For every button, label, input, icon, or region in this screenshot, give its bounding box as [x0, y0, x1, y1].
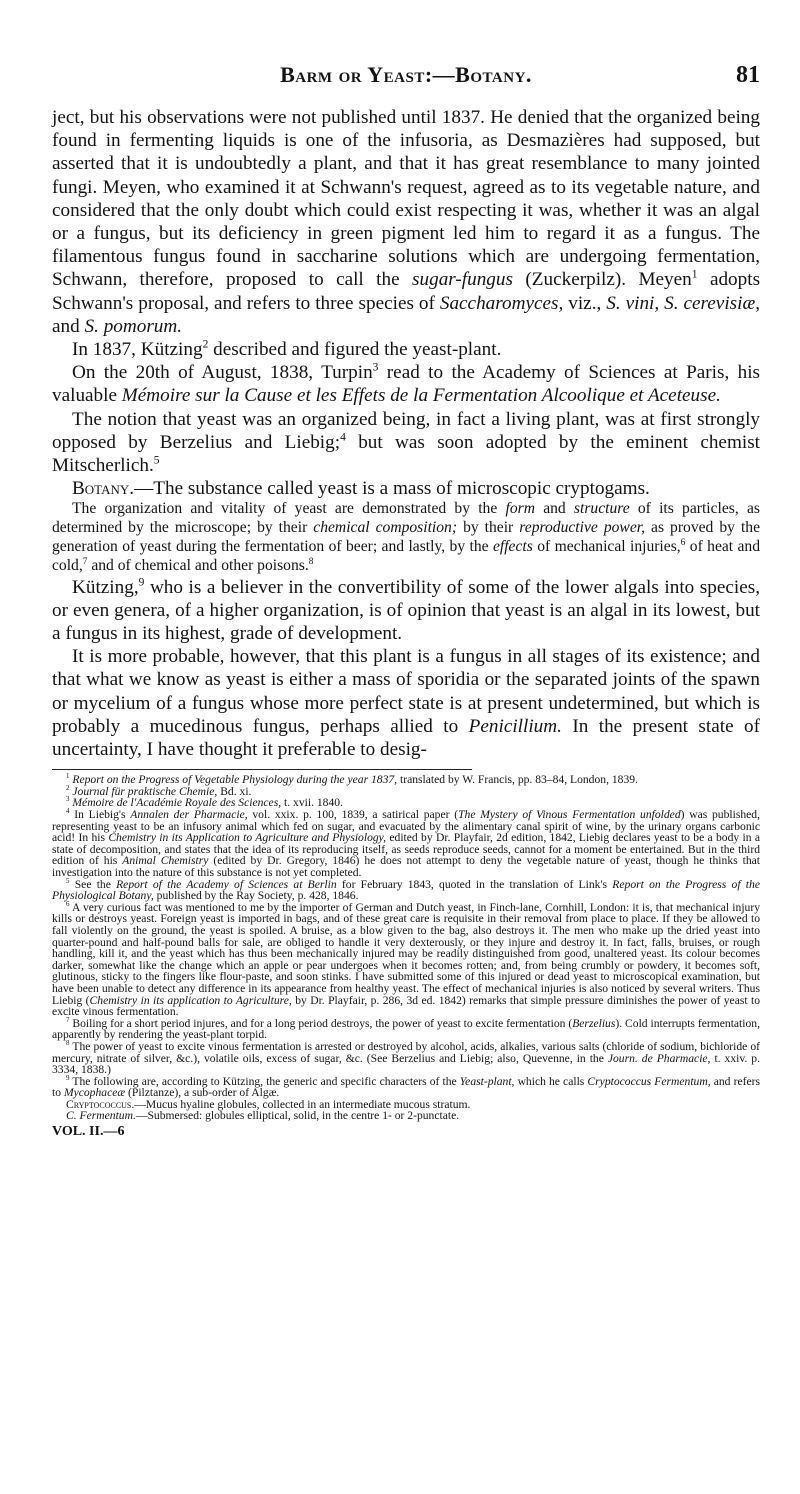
paragraph-kutzing-1837: In 1837, Kützing$^2$ described and figured the yeast-plant. [72, 338, 502, 361]
footnote-8: $^8$ The power of yeast to excite vinous fermentation is arrested or destroyed by alcohol, acids, alkalies, various salts (chloride of sodium, bichloride of mercury, nitrate of silver, &c.), volatile oils, excess of sugar, &c. (See Berzelius and Liebig; also, Quevenne, in the Journ. de Pharmacie, t. xxiv. p. 3334, 1838.) [52, 1039, 760, 1077]
footnote-9: $^9$ The following are, according to Kützing, the generic and specific characters of the Yeast-plant, which he calls Cryptococcus Fermentum, and refers to Mycophaceæ (Pilztanze), a sub-order of Algæ. [52, 1073, 760, 1100]
main-text [52, 106, 760, 761]
paragraph-botany-heading: Botany.—The substance called yeast is a mass of microscopic cryptogams. [72, 478, 650, 500]
footnote-7: $^7$ Boiling for a short period injures, and for a long period destroys, the power of yeast to excite fermentation (Berzelius). Cold interrupts fermentation, apparently by rendering the yeast-plant torpid. [52, 1015, 760, 1042]
signature-mark: VOL. II.—6 [52, 1124, 125, 1140]
footnote-4: $^4$ In Liebig's Annalen der Pharmacie, vol. xxix. p. 100, 1839, a satirical paper (The Mystery of Vinous Fermentation unfolded) was published, representing yeast to be an infusory animal which fed on sugar, and evacuated by the alimentary canal spirit of wine, by the urinary organs carbonic acid! In his Chemistry in its Application to Agriculture and Physiology, edited by Dr. Playfair, 2d edition, 1842, Liebig declares yeast to be a body in a state of decomposition, and states that the idea of its reproducing itself, as seeds reproduce seeds, cannot for a moment be entertained. But in the third edition of his Animal Chemistry (edited by Dr. Gregory, 1846) he does not attempt to deny the vegetable nature of yeast, though he thinks that investigation into the nature of this substance is not yet completed. [52, 807, 760, 880]
paragraph-organization: The organization and vitality of yeast are demonstrated by the form and structure of its particles, as determined by the microscope; by their chemical composition; by their reproductive power, as proved by the generation of yeast during the fermentation of beer; and lastly, by the effects of mechanical injuries,$^6$ of heat and cold,$^7$ and of chemical and other poisons.$^8$ [52, 500, 761, 574]
paragraph-kutzing-algal: Kützing,$^9$ who is a believer in the convertibility of some of the lower algals into species, or even genera, of a higher organization, is of opinion that yeast is an algal in its lowest, but a fungus in its highest, grade of development. [52, 576, 761, 645]
paragraph-berzelius-liebig: The notion that yeast was an organized being, in fact a living plant, was at first strongly opposed by Berzelius and Liebig;$^4$ but was soon adopted by the eminent chemist Mitscherlich.$^5$ [52, 408, 760, 477]
footnote-1: $^1$ Report on the Progress of Vegetable Physiology during the year 1837, translated by W. Francis, pp. 83–84, London, 1839. [66, 772, 638, 787]
footnotes [52, 774, 760, 1122]
paragraph-turpin: On the 20th of August, 1838, Turpin$^3$ read to the Academy of Sciences at Paris, his valuable Mémoire sur la Cause et les Effets de la Fermentation Alcoolique et Aceteuse. [52, 361, 760, 407]
footnote-2: $^2$ Journal für praktische Chemie, Bd. xi. [66, 784, 252, 798]
footnote-6: $^6$ A very curious fact was mentioned to me by the importer of German and Dutch yeast, in Finch-lane, Cornhill, London: it is, that mechanical injury kills or destroys yeast. Foreign yeast is imported in bags, and of these great care is requisite in their removal from place to place. If they be allowed to fall violently on the ground, the yeast is spoiled. A bruise, as a blow given to the bag, also destroys it. The men who make up the dried yeast into quarter-pound and half-pound balls for sale, are obliged to handle it very dexterously, or they injure and destroy it. In fact, falls, bruises, or rough handling, kill it, and the yeast which has thus been mechanically injured may be readily distinguished from good, unaltered yeast. Its colour becomes darker, somewhat like the change which an apple or pear undergoes when it becomes rotten; and, from being crumbly or powdery, it becomes soft, glutinous, sticky to the fingers like flour-paste, and soon stinks. I have submitted some of this injured or dead yeast to microscopical examination, but have been unable to detect any difference in its appearance from healthy yeast. The effect of mechanical injuries is also noticed by several writers. Thus Liebig (Chemistry in its application to Agriculture, by Dr. Playfair, p. 286, 3d ed. 1842) remarks that simple pressure diminishes the power of yeast to excite vinous fermentation. [52, 899, 761, 1019]
running-head: Barm or Yeast:—Botany. [280, 62, 532, 87]
footnote-5: $^5$ See the Report of the Academy of Sciences at Berlin for February 1843, quoted in the translation of Link's Report on the Progress of the Physiological Botany, published by the Ray Society, p. 428, 1846. [52, 876, 760, 903]
paragraph-schwann: ject, but his observations were not published until 1837. He denied that the organized being found in fermenting liquids is one of the infusoria, as Desmazières had supposed, but asserted that it is undoubtedly a plant, and that it has great resemblance to many jointed fungi. Meyen, who examined it at Schwann's request, agreed as to its vegetable nature, and considered that the only doubt which could exist respecting it was, whether it was an algal or a fungus, but its deficiency in green pigment led him to regard it as a fungus. The filamentous fungus found in saccharine solutions which are undergoing fermentation, Schwann, therefore, proposed to call the sugar-fungus (Zuckerpilz). Meyen$^1$ adopts Schwann's proposal, and refers to three species of Saccharomyces, viz., S. vini, S. cerevisiæ, and S. pomorum. [52, 107, 761, 337]
footnote-rule [52, 769, 472, 770]
footnote-3: $^3$ Mémoire de l'Académie Royale des Sciences, t. xvii. 1840. [66, 795, 343, 810]
footnote-9-fermentum: C. Fermentum.—Submersed: globules elliptical, solid, in the centre 1- or 2-punctate. [66, 1109, 460, 1123]
page-header [52, 62, 760, 106]
section-heading-botany: Botany. [72, 478, 135, 500]
page-number: 81 [736, 62, 760, 88]
paragraph-fungus: It is more probable, however, that this plant is a fungus in all stages of its existence; and that what we know as yeast is either a mass of sporidia or the separated joints of the spawn or mycelium of a fungus whose more perfect state is at present undetermined, but which is probably a mucedinous fungus, perhaps allied to Penicillium. In the present state of uncertainty, I have thought it preferable to desig- [52, 646, 760, 761]
footnote-9-cryptococcus: Cryptococcus.—Mucus hyaline globules, collected in an intermediate mucous stratum. [66, 1097, 471, 1111]
book-page [0, 62, 800, 1494]
